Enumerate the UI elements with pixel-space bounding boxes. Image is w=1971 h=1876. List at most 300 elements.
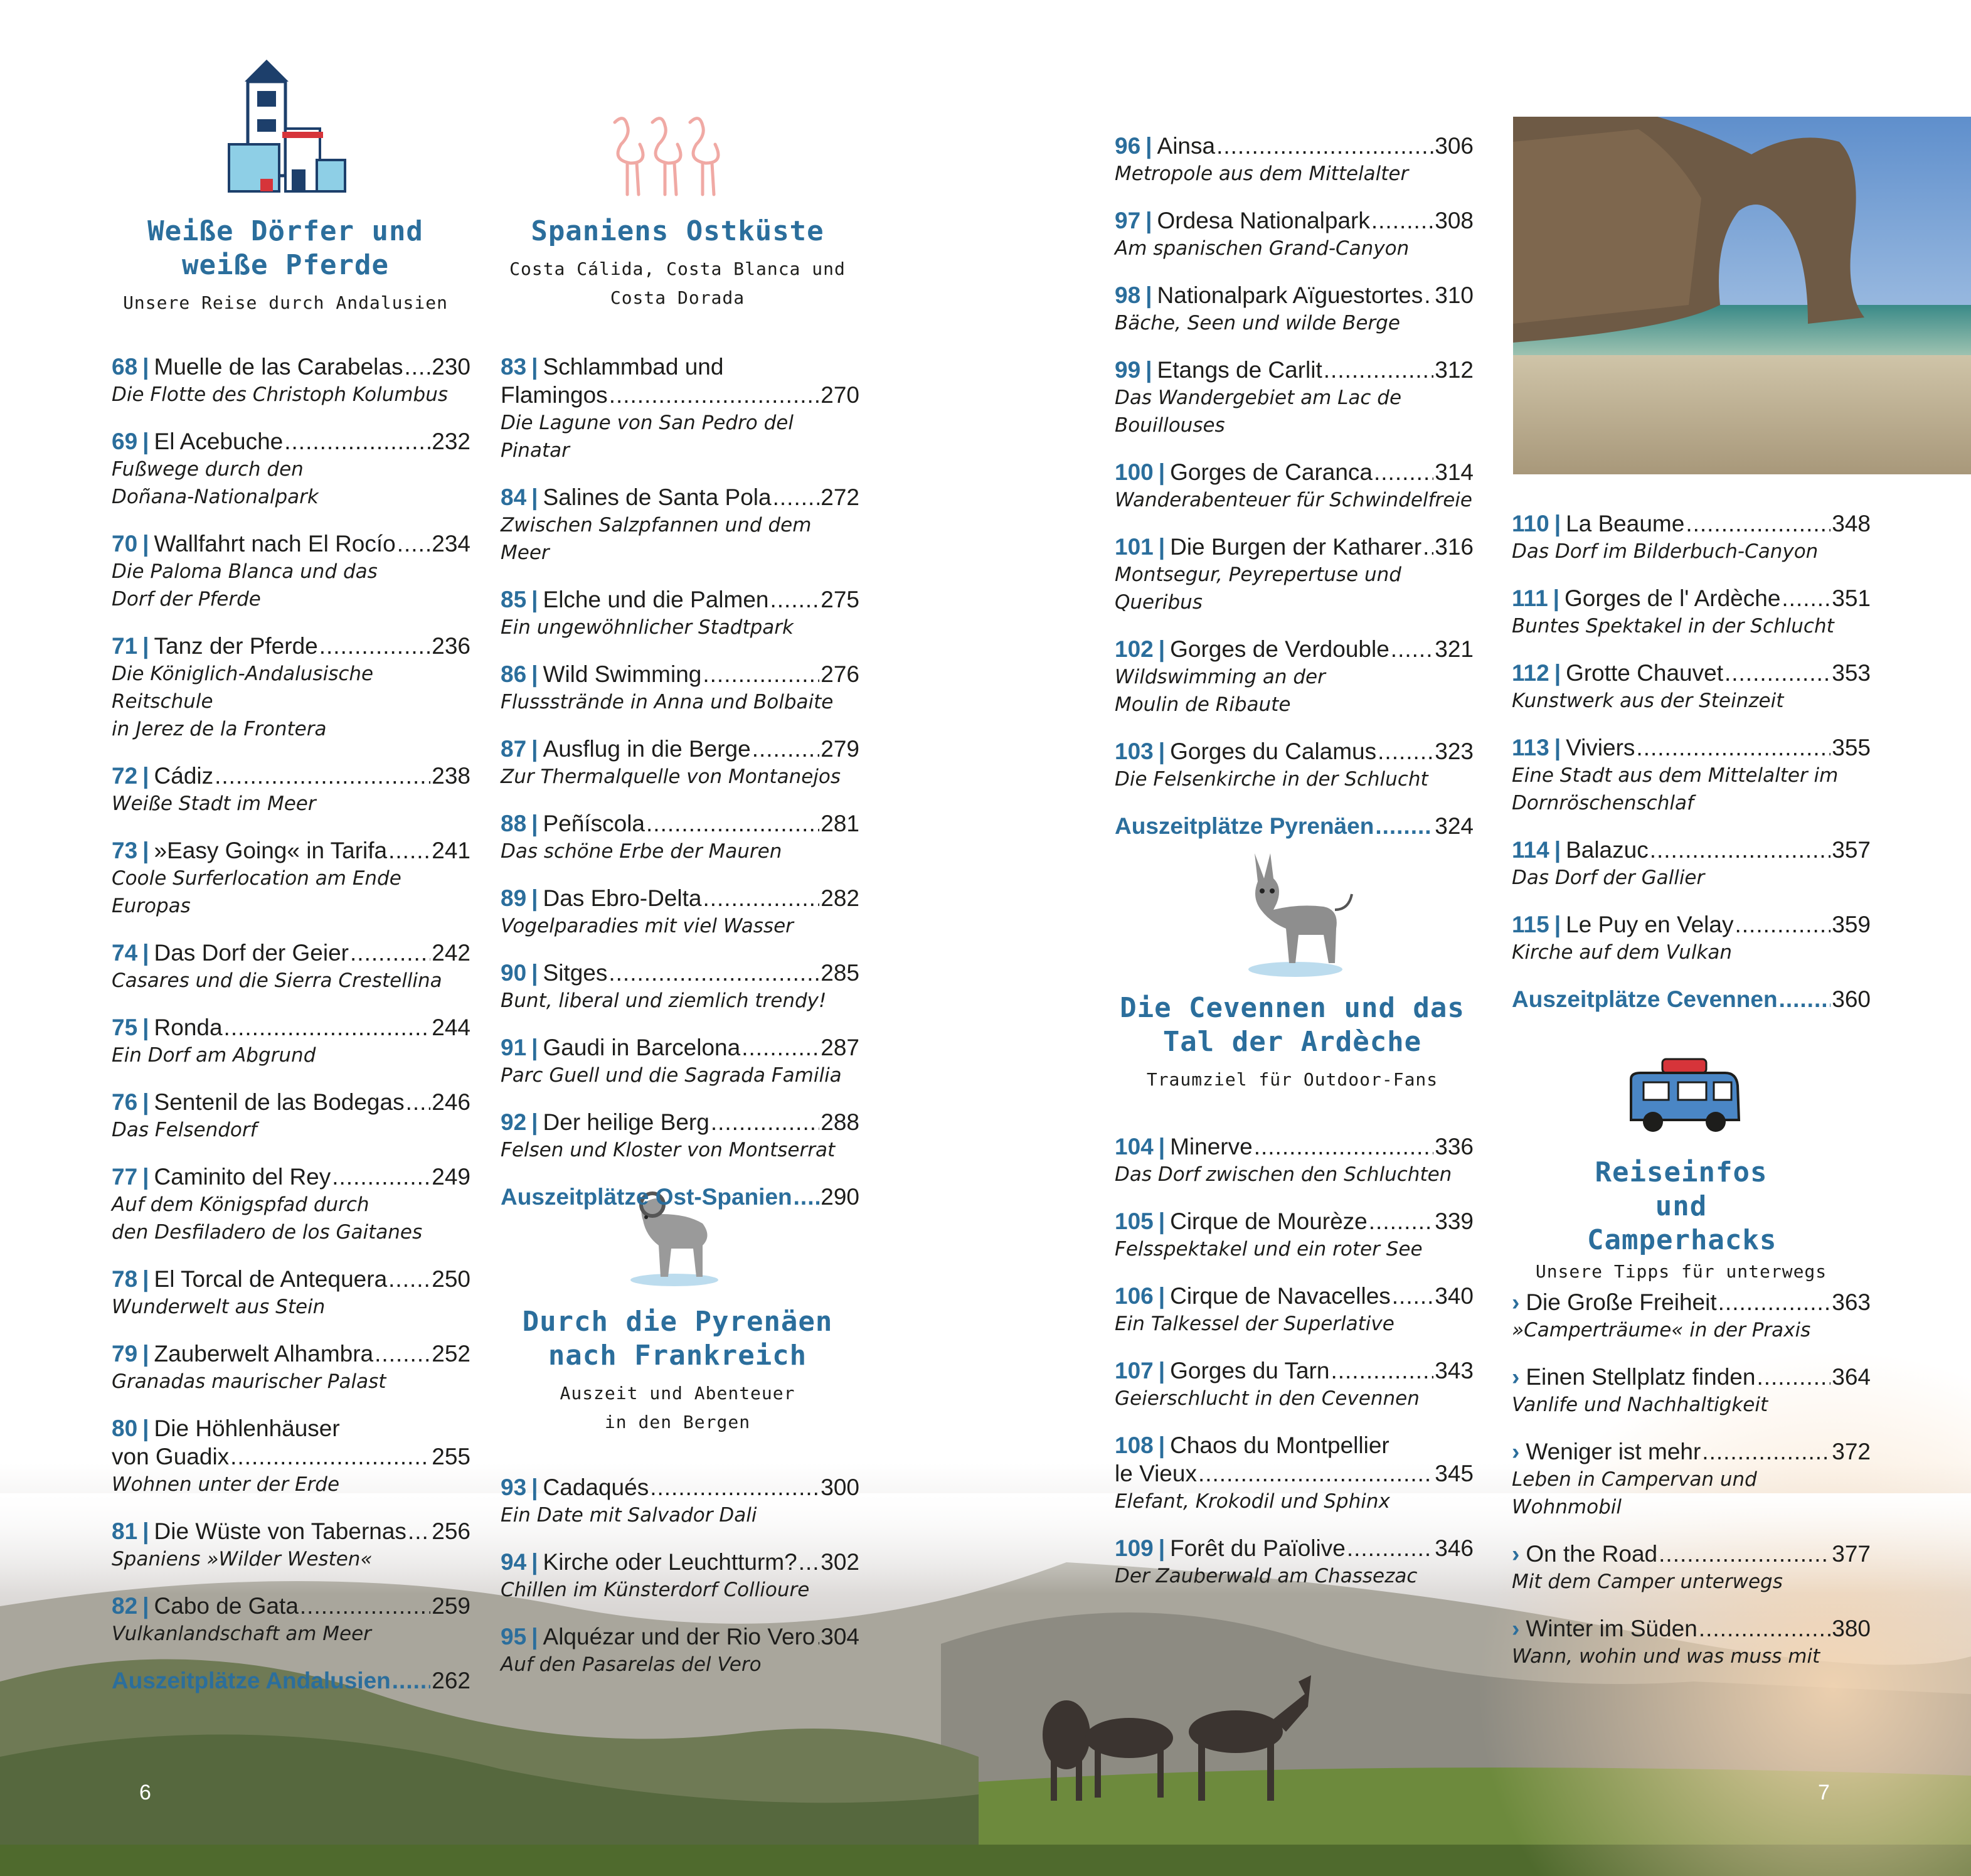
entry-title: Weniger ist mehr bbox=[1526, 1439, 1701, 1464]
toc-entry[interactable] bbox=[1115, 458, 1474, 514]
entry-page: 351 bbox=[1832, 585, 1871, 611]
entry-title: Grotte Chauvet bbox=[1566, 660, 1723, 686]
page-number-left: 6 bbox=[139, 1781, 151, 1804]
toc-entry-heading bbox=[112, 1013, 470, 1042]
entry-title: Der heilige Berg bbox=[543, 1109, 709, 1135]
toc-entry-heading bbox=[112, 836, 470, 865]
entry-page: 372 bbox=[1832, 1439, 1871, 1464]
leader-dots bbox=[1198, 1459, 1433, 1488]
entry-number: 76 bbox=[112, 1089, 138, 1115]
entry-description: Die Lagune von San Pedro del Pinatar bbox=[501, 412, 794, 462]
leader-dots bbox=[703, 660, 819, 688]
section-title: Durch die Pyrenäen nach Frankreich bbox=[522, 1306, 833, 1372]
toc-entry-heading bbox=[501, 585, 859, 614]
entry-description: Bouillouses bbox=[1115, 414, 1225, 437]
toc-entry-heading-cont bbox=[501, 381, 859, 409]
entry-title: Minerve bbox=[1170, 1134, 1253, 1159]
leader-dots bbox=[609, 381, 820, 409]
entry-description: Mit dem Camper unterwegs bbox=[1512, 1570, 1783, 1593]
leader-dots bbox=[408, 1517, 430, 1545]
entry-title: Gorges du Tarn bbox=[1170, 1358, 1330, 1383]
entry-number: 72 bbox=[112, 763, 138, 789]
separator: | bbox=[531, 1624, 538, 1649]
toc-entry[interactable] bbox=[1512, 584, 1871, 640]
section-subtitle: Unsere Tipps für unterwegs bbox=[1535, 1261, 1827, 1282]
entry-title: El Acebuche bbox=[154, 429, 284, 454]
toc-entry[interactable] bbox=[1512, 1437, 1871, 1521]
toc-entry-heading bbox=[1115, 635, 1474, 663]
separator: | bbox=[142, 1015, 149, 1040]
entry-page: 300 bbox=[821, 1474, 859, 1500]
entry-title: Zauberwelt Alhambra bbox=[154, 1341, 374, 1367]
entry-number: 105 bbox=[1115, 1208, 1154, 1234]
separator: | bbox=[1145, 208, 1152, 233]
entry-title: Auszeitplätze Cevennen bbox=[1512, 986, 1778, 1012]
toc-entry[interactable] bbox=[501, 353, 859, 464]
toc-entry-heading bbox=[1512, 584, 1871, 612]
toc-entry-heading bbox=[501, 1473, 859, 1501]
toc-entry[interactable] bbox=[1512, 733, 1871, 817]
separator: | bbox=[1145, 133, 1152, 159]
toc-entry[interactable] bbox=[1115, 1431, 1474, 1515]
entry-description: Die Felsenkirche in der Schlucht bbox=[1115, 768, 1428, 791]
entry-title: La Beaume bbox=[1566, 511, 1685, 536]
entry-page: 276 bbox=[821, 661, 859, 687]
toc-entry[interactable] bbox=[1115, 206, 1474, 262]
toc-entry-heading bbox=[1115, 1207, 1474, 1235]
toc-entry[interactable] bbox=[1512, 836, 1871, 892]
separator: | bbox=[142, 1164, 149, 1190]
entry-description: Ein ungewöhnlicher Stadtpark bbox=[501, 616, 794, 639]
toc-entry-heading bbox=[501, 809, 859, 838]
toc-entry[interactable] bbox=[1115, 1133, 1474, 1188]
section-title: Reiseinfos und Camperhacks bbox=[1587, 1156, 1777, 1256]
toc-entry[interactable] bbox=[501, 585, 859, 641]
entry-number: 90 bbox=[501, 960, 527, 986]
entry-title: Schlammbad und bbox=[543, 354, 724, 380]
toc-entry-heading bbox=[1512, 836, 1871, 864]
entry-number: 69 bbox=[112, 429, 138, 454]
entry-title: Einen Stellplatz finden bbox=[1526, 1364, 1756, 1390]
toc-entry[interactable] bbox=[112, 1265, 470, 1321]
entry-page: 353 bbox=[1832, 660, 1871, 686]
entry-page: 359 bbox=[1832, 912, 1871, 937]
entry-page: 343 bbox=[1435, 1358, 1474, 1383]
toc-entry[interactable] bbox=[1115, 1207, 1474, 1263]
leader-dots bbox=[388, 836, 430, 865]
entry-title-cont: le Vieux bbox=[1115, 1461, 1197, 1486]
entry-description: Wanderabenteuer für Schwindelfreie bbox=[1115, 489, 1472, 511]
entry-title-cont: von Guadix bbox=[112, 1444, 230, 1469]
toc-entry-heading bbox=[501, 1548, 859, 1576]
entry-page: 314 bbox=[1435, 459, 1474, 485]
entry-title: Das Ebro-Delta bbox=[543, 885, 702, 911]
leader-dots bbox=[650, 1473, 819, 1501]
toc-entry-auszeitplaetze[interactable] bbox=[1512, 985, 1871, 1013]
entry-page: 310 bbox=[1435, 282, 1474, 308]
entry-page: 250 bbox=[432, 1266, 470, 1292]
toc-entry-auszeitplaetze[interactable] bbox=[1115, 812, 1474, 840]
flamingos-icon bbox=[602, 113, 734, 198]
toc-entry[interactable] bbox=[1115, 356, 1474, 439]
entry-page: 339 bbox=[1435, 1208, 1474, 1234]
toc-entry-heading bbox=[1512, 1437, 1871, 1466]
lighthouse-village-icon bbox=[223, 56, 348, 198]
entry-number: 70 bbox=[112, 531, 138, 557]
entry-title-cont: Flamingos bbox=[501, 382, 608, 408]
toc-entry[interactable] bbox=[1115, 1282, 1474, 1338]
toc-entry-heading bbox=[501, 884, 859, 912]
entry-page: 236 bbox=[432, 633, 470, 659]
section-title: Spaniens Ostküste bbox=[531, 215, 824, 247]
entry-description: Weiße Stadt im Meer bbox=[112, 792, 316, 815]
entry-description: Dorf der Pferde bbox=[112, 588, 261, 610]
entry-number: 73 bbox=[112, 838, 138, 863]
entry-number: 68 bbox=[112, 354, 138, 380]
chevron-right-icon: › bbox=[1512, 1289, 1520, 1315]
leader-dots bbox=[770, 585, 819, 614]
leader-dots bbox=[817, 1623, 820, 1651]
separator: | bbox=[1554, 735, 1561, 760]
separator: | bbox=[531, 960, 538, 986]
toc-entry[interactable] bbox=[1115, 1356, 1474, 1412]
entry-title: Viviers bbox=[1566, 735, 1635, 760]
separator: | bbox=[531, 661, 538, 687]
entry-description: Das Felsendorf bbox=[112, 1119, 257, 1141]
toc-entry[interactable] bbox=[112, 427, 470, 511]
toc-entry[interactable] bbox=[1512, 659, 1871, 715]
entry-page: 321 bbox=[1435, 636, 1474, 662]
toc-entry-heading bbox=[501, 353, 859, 381]
entry-number: 106 bbox=[1115, 1283, 1154, 1309]
entry-description: Ein Talkessel der Superlative bbox=[1115, 1313, 1395, 1335]
separator: | bbox=[142, 838, 149, 863]
entry-title: On the Road bbox=[1526, 1541, 1658, 1567]
entry-description: Montsegur, Peyrepertuse und Queribus bbox=[1115, 563, 1401, 614]
toc-entry[interactable] bbox=[501, 1623, 859, 1678]
toc-entry[interactable] bbox=[1512, 1288, 1871, 1344]
entry-title: Cirque de Navacelles bbox=[1170, 1283, 1391, 1309]
entry-title: Gorges du Calamus bbox=[1170, 738, 1377, 764]
toc-entry[interactable] bbox=[112, 530, 470, 613]
entry-title: Ausflug in die Berge bbox=[543, 736, 751, 762]
separator: | bbox=[1158, 534, 1166, 560]
entry-number: 87 bbox=[501, 736, 527, 762]
entry-page: 336 bbox=[1435, 1134, 1474, 1159]
toc-entry[interactable] bbox=[501, 1473, 859, 1529]
toc-entry-heading bbox=[1115, 1534, 1474, 1562]
entry-page: 306 bbox=[1435, 133, 1474, 159]
entry-number: 75 bbox=[112, 1015, 138, 1040]
section-subtitle: Costa Cálida, Costa Blanca und Costa Dorada bbox=[509, 258, 846, 308]
leader-dots bbox=[1324, 356, 1434, 384]
toc-entry[interactable] bbox=[112, 762, 470, 818]
toc-entry[interactable] bbox=[501, 959, 859, 1015]
leader-dots bbox=[1724, 659, 1830, 687]
leader-dots bbox=[300, 1592, 430, 1620]
entry-page: 323 bbox=[1435, 738, 1474, 764]
toc-entry-heading bbox=[112, 1088, 470, 1116]
entry-title: El Torcal de Antequera bbox=[154, 1266, 388, 1292]
entry-page: 308 bbox=[1435, 208, 1474, 233]
entry-description: Eine Stadt aus dem Mittelalter im bbox=[1512, 764, 1839, 787]
entry-page: 246 bbox=[432, 1089, 470, 1115]
separator: | bbox=[142, 1341, 149, 1367]
toc-entry[interactable] bbox=[112, 1013, 470, 1069]
toc-column-cevennen bbox=[1115, 1133, 1474, 1609]
entry-description: Das Dorf der Gallier bbox=[1512, 866, 1705, 889]
entry-number: 91 bbox=[501, 1035, 527, 1060]
leader-dots bbox=[703, 884, 819, 912]
toc-column-pyrenaeen-start bbox=[501, 1473, 859, 1697]
toc-column-reiseinfos bbox=[1512, 1288, 1871, 1689]
toc-entry[interactable] bbox=[501, 1108, 859, 1164]
section-subtitle: Auszeit und Abenteuer in den Bergen bbox=[560, 1383, 795, 1432]
entry-description: Chillen im Künsterdorf Collioure bbox=[501, 1579, 810, 1601]
separator: | bbox=[142, 763, 149, 789]
toc-entry[interactable] bbox=[112, 836, 470, 920]
toc-entry-heading bbox=[112, 939, 470, 967]
toc-entry-heading bbox=[1512, 985, 1871, 1013]
camper-van-icon bbox=[1625, 1054, 1744, 1136]
entry-description: Bäche, Seen und wilde Berge bbox=[1115, 312, 1400, 334]
toc-entry-heading bbox=[1115, 356, 1474, 384]
entry-description: Die Königlich-Andalusische Reitschule bbox=[112, 663, 374, 713]
entry-page: 377 bbox=[1832, 1541, 1871, 1567]
entry-description: den Desfiladero de los Gaitanes bbox=[112, 1221, 423, 1244]
toc-entry[interactable] bbox=[1115, 533, 1474, 616]
toc-entry[interactable] bbox=[1512, 1363, 1871, 1419]
entry-page: 272 bbox=[821, 484, 859, 510]
entry-title: Wild Swimming bbox=[543, 661, 702, 687]
leader-dots bbox=[646, 809, 819, 838]
toc-entry[interactable] bbox=[1115, 737, 1474, 793]
toc-entry[interactable] bbox=[112, 1340, 470, 1395]
entry-title: Cabo de Gata bbox=[154, 1593, 299, 1619]
entry-number: 89 bbox=[501, 885, 527, 911]
entry-title: Gaudi in Barcelona bbox=[543, 1035, 741, 1060]
entry-page: 316 bbox=[1435, 534, 1474, 560]
entry-title: Chaos du Montpellier bbox=[1170, 1432, 1389, 1458]
toc-entry[interactable] bbox=[112, 1414, 470, 1498]
section-header-ostkueste bbox=[502, 215, 853, 312]
toc-entry-heading bbox=[112, 1265, 470, 1293]
entry-page: 275 bbox=[821, 587, 859, 612]
leader-dots bbox=[392, 1666, 431, 1695]
entry-number: 114 bbox=[1512, 837, 1549, 863]
entry-description: Der Zauberwald am Chassezac bbox=[1115, 1565, 1418, 1587]
toc-entry-auszeitplaetze[interactable] bbox=[112, 1666, 470, 1695]
entry-page: 270 bbox=[821, 382, 859, 408]
toc-entry[interactable] bbox=[501, 884, 859, 940]
entry-title: Ronda bbox=[154, 1015, 223, 1040]
section-header-reiseinfos bbox=[1506, 1156, 1857, 1286]
toc-entry-heading bbox=[1115, 132, 1474, 160]
toc-entry-heading bbox=[112, 353, 470, 381]
entry-title: Muelle de las Carabelas bbox=[154, 354, 403, 380]
toc-entry[interactable] bbox=[1115, 281, 1474, 337]
leader-dots bbox=[1686, 509, 1830, 538]
section-title: Die Cevennen und das Tal der Ardèche bbox=[1120, 992, 1465, 1058]
leader-dots bbox=[1779, 985, 1831, 1013]
toc-entry[interactable] bbox=[1115, 132, 1474, 188]
separator: | bbox=[531, 484, 538, 510]
toc-entry[interactable] bbox=[112, 1088, 470, 1144]
entry-description: Wohnen unter der Erde bbox=[112, 1473, 340, 1496]
leader-dots bbox=[1782, 584, 1830, 612]
toc-entry[interactable] bbox=[1512, 1540, 1871, 1596]
separator: | bbox=[142, 1518, 149, 1544]
entry-description: Felsen und Kloster von Montserrat bbox=[501, 1139, 836, 1161]
toc-entry[interactable] bbox=[112, 1592, 470, 1648]
toc-entry-heading bbox=[112, 1340, 470, 1368]
entry-number: 108 bbox=[1115, 1432, 1154, 1458]
entry-page: 348 bbox=[1832, 511, 1871, 536]
toc-column-andalusien bbox=[112, 353, 470, 1713]
leader-dots bbox=[319, 632, 431, 660]
leader-dots bbox=[397, 530, 431, 558]
entry-description: Auf dem Königspfad durch bbox=[112, 1193, 369, 1216]
entry-page: 345 bbox=[1435, 1461, 1474, 1486]
toc-entry-heading bbox=[112, 1163, 470, 1191]
toc-entry-heading bbox=[1115, 812, 1474, 840]
entry-description: Moulin de Ribaute bbox=[1115, 693, 1291, 716]
toc-entry-heading bbox=[1512, 1540, 1871, 1568]
toc-entry[interactable] bbox=[112, 353, 470, 408]
toc-entry[interactable] bbox=[501, 483, 859, 567]
leader-dots bbox=[608, 959, 819, 987]
toc-entry-heading bbox=[112, 1414, 470, 1442]
entry-title: Auszeitplätze Andalusien bbox=[112, 1668, 391, 1693]
entry-title: Die Wüste von Tabernas bbox=[154, 1518, 406, 1544]
leader-dots bbox=[404, 353, 430, 381]
leader-dots bbox=[350, 939, 430, 967]
separator: | bbox=[531, 736, 538, 762]
entry-page: 238 bbox=[432, 763, 470, 789]
entry-description: Vanlife und Nachhaltigkeit bbox=[1512, 1394, 1768, 1416]
separator: | bbox=[142, 1415, 149, 1441]
toc-entry[interactable] bbox=[112, 1517, 470, 1573]
section-subtitle: Unsere Reise durch Andalusien bbox=[123, 292, 448, 313]
entry-description: Kunstwerk aus der Steinzeit bbox=[1512, 690, 1784, 712]
entry-number: 95 bbox=[501, 1624, 527, 1649]
entry-page: 302 bbox=[821, 1549, 859, 1575]
entry-description: Am spanischen Grand-Canyon bbox=[1115, 237, 1410, 260]
separator: | bbox=[531, 885, 538, 911]
entry-description: Leben in Campervan und Wohnmobil bbox=[1512, 1468, 1757, 1518]
toc-entry[interactable] bbox=[112, 939, 470, 994]
entry-number: 78 bbox=[112, 1266, 138, 1292]
leader-dots bbox=[1699, 1614, 1830, 1643]
toc-entry[interactable] bbox=[501, 1033, 859, 1089]
leader-dots bbox=[1702, 1437, 1830, 1466]
entry-title: Balazuc bbox=[1566, 837, 1649, 863]
section-subtitle: Traumziel für Outdoor-Fans bbox=[1146, 1069, 1438, 1090]
entry-page: 288 bbox=[821, 1109, 859, 1135]
leader-dots bbox=[1254, 1133, 1434, 1161]
toc-entry-heading bbox=[1115, 281, 1474, 309]
separator: | bbox=[142, 429, 149, 454]
entry-number: 80 bbox=[112, 1415, 138, 1441]
entry-number: 96 bbox=[1115, 133, 1141, 159]
leader-dots bbox=[284, 427, 430, 456]
section-header-andalusien bbox=[110, 215, 461, 317]
entry-title: Die Große Freiheit bbox=[1526, 1289, 1717, 1315]
toc-entry[interactable] bbox=[501, 735, 859, 791]
entry-number: 101 bbox=[1115, 534, 1154, 560]
toc-entry[interactable] bbox=[1512, 509, 1871, 565]
entry-page: 285 bbox=[821, 960, 859, 986]
toc-entry-auszeitplaetze[interactable] bbox=[501, 1183, 859, 1211]
entry-title: Elche und die Palmen bbox=[543, 587, 769, 612]
separator: | bbox=[531, 1109, 538, 1135]
entry-page: 230 bbox=[432, 354, 470, 380]
entry-description: Casares und die Sierra Crestellina bbox=[112, 969, 442, 992]
toc-entry[interactable] bbox=[1115, 635, 1474, 718]
toc-entry[interactable] bbox=[1115, 1534, 1474, 1590]
entry-title: Gorges de Verdouble bbox=[1170, 636, 1389, 662]
toc-entry-heading bbox=[501, 483, 859, 511]
entry-description: Doñana-Nationalpark bbox=[112, 486, 319, 508]
toc-entry-heading bbox=[501, 660, 859, 688]
separator: | bbox=[1158, 1134, 1166, 1159]
toc-entry[interactable] bbox=[501, 1548, 859, 1604]
entry-page: 232 bbox=[432, 429, 470, 454]
entry-page: 234 bbox=[432, 531, 470, 557]
entry-page: 357 bbox=[1832, 837, 1871, 863]
entry-description: Vulkanlandschaft am Meer bbox=[112, 1623, 371, 1645]
separator: | bbox=[531, 1474, 538, 1500]
entry-page: 262 bbox=[432, 1668, 470, 1693]
entry-title: Die Höhlenhäuser bbox=[154, 1415, 340, 1441]
entry-description: Ein Date mit Salvador Dali bbox=[501, 1504, 757, 1527]
toc-entry[interactable] bbox=[112, 632, 470, 743]
toc-entry[interactable] bbox=[1512, 910, 1871, 966]
toc-entry[interactable] bbox=[501, 660, 859, 716]
entry-number: 97 bbox=[1115, 208, 1141, 233]
leader-dots bbox=[1735, 910, 1830, 939]
entry-description: Metropole aus dem Mittelalter bbox=[1115, 163, 1409, 185]
entry-description: Wildswimming an der bbox=[1115, 666, 1326, 688]
entry-number: 77 bbox=[112, 1164, 138, 1190]
entry-number: 84 bbox=[501, 484, 527, 510]
toc-entry[interactable] bbox=[112, 1163, 470, 1246]
toc-entry[interactable] bbox=[1512, 1614, 1871, 1670]
entry-number: 115 bbox=[1512, 912, 1549, 937]
entry-page: 255 bbox=[432, 1444, 470, 1469]
toc-entry-heading bbox=[1115, 1431, 1474, 1459]
entry-title: Sentenil de las Bodegas bbox=[154, 1089, 405, 1115]
entry-title: Kirche oder Leuchtturm? bbox=[543, 1549, 797, 1575]
toc-entry-heading bbox=[501, 1108, 859, 1136]
toc-entry-heading-cont bbox=[112, 1442, 470, 1471]
entry-page: 287 bbox=[821, 1035, 859, 1060]
entry-description: Die Paloma Blanca und das bbox=[112, 560, 378, 583]
toc-entry-heading bbox=[1512, 1614, 1871, 1643]
entry-description: Bunt, liberal und ziemlich trendy! bbox=[501, 989, 827, 1012]
page-number-right: 7 bbox=[1818, 1781, 1830, 1804]
leader-dots bbox=[1371, 206, 1433, 235]
entry-number: 85 bbox=[501, 587, 527, 612]
separator: | bbox=[1158, 1283, 1166, 1309]
toc-entry-heading bbox=[1115, 533, 1474, 561]
entry-description: Vogelparadies mit viel Wasser bbox=[501, 915, 794, 937]
toc-entry[interactable] bbox=[501, 809, 859, 865]
leader-dots bbox=[1369, 1207, 1434, 1235]
entry-number: 103 bbox=[1115, 738, 1154, 764]
entry-number: 93 bbox=[501, 1474, 527, 1500]
entry-page: 242 bbox=[432, 940, 470, 966]
